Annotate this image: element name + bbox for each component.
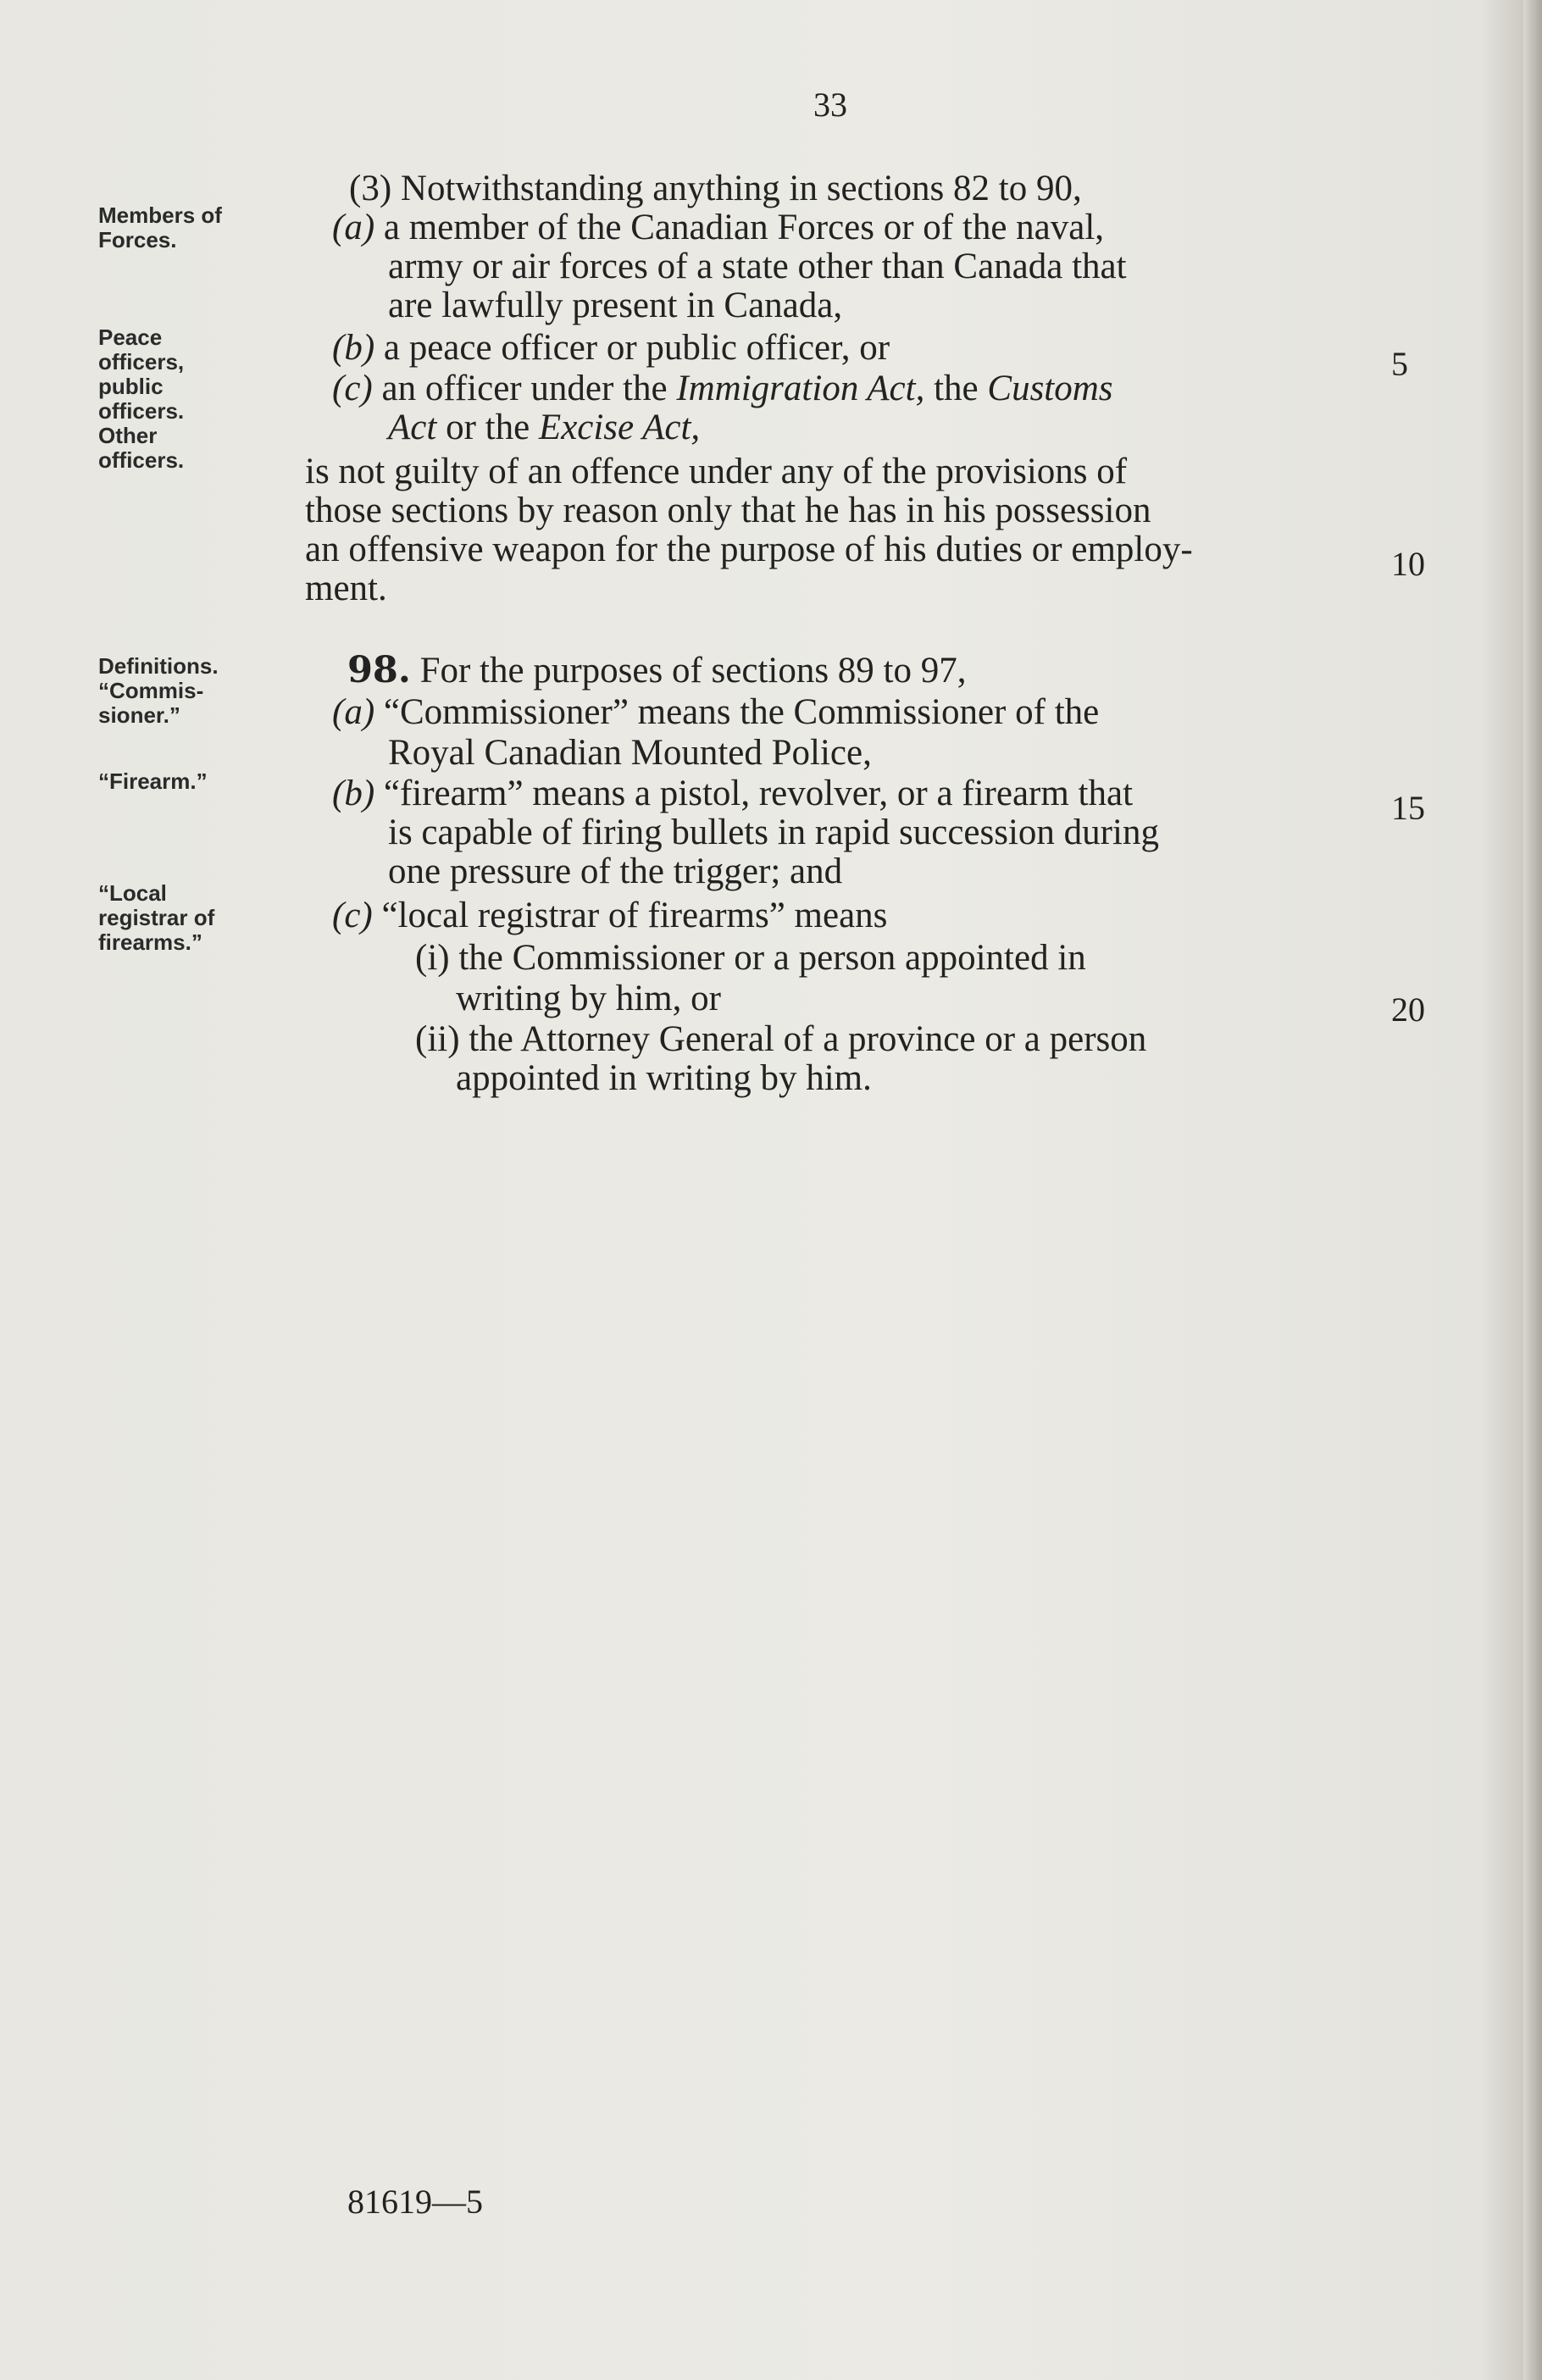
line-number-20: 20 [1391, 990, 1425, 1029]
subsection-3-c [332, 369, 1113, 408]
margin-note-line: sioner.” [98, 702, 180, 728]
text-line: “firearm” means a pistol, revolver, or a firearm that [383, 774, 1134, 813]
line-number-10: 10 [1391, 545, 1425, 583]
subsection-3-c-continued [388, 408, 700, 447]
margin-note-members-of-forces [98, 203, 222, 252]
act-name: Immigration Act, [676, 369, 925, 408]
section-98-b [332, 774, 1133, 813]
margin-note-line: officers, [98, 349, 185, 374]
margin-note-peace-officers [98, 325, 184, 473]
act-name: Excise Act, [538, 408, 701, 447]
text-line: is capable of firing bullets in rapid succession during [388, 813, 1159, 852]
item-label: (a) [332, 208, 375, 247]
margin-note-line: officers. [98, 447, 185, 473]
margin-note-line: public [98, 374, 164, 399]
margin-note-line: Other [98, 423, 158, 448]
subsection-3-intro: (3) Notwithstanding anything in sections 82 to 90, [349, 169, 1082, 208]
page-edge-shadow [1523, 0, 1542, 2380]
text-line: is not guilty of an offence under any of the provisions of [305, 452, 1128, 491]
section-98-c [332, 896, 887, 935]
page-number: 33 [813, 86, 847, 124]
act-name: Act [388, 408, 437, 447]
text-line: those sections by reason only that he has in his possession [305, 491, 1151, 530]
section-98-c-ii: (ii) the Attorney General of a province or a person [415, 1019, 1147, 1059]
margin-note-local-registrar [98, 881, 214, 955]
text-line: a peace officer or public officer, or [383, 328, 890, 368]
text-line: army or air forces of a state other than Canada that [388, 247, 1127, 286]
line-number-15: 15 [1391, 789, 1425, 827]
item-label: (b) [332, 328, 375, 368]
margin-note-firearm [98, 769, 208, 794]
text-line: Royal Canadian Mounted Police, [388, 733, 872, 773]
text-line: “local registrar of firearms” means [381, 896, 888, 935]
section-98-heading [347, 651, 967, 691]
section-number: 98. [347, 649, 411, 691]
margin-note-line: firearms.” [98, 929, 202, 955]
text-line: ment. [305, 569, 387, 608]
margin-note-line: Peace [98, 325, 163, 350]
margin-note-line: “Local [98, 880, 167, 906]
act-name: Customs [987, 369, 1113, 408]
margin-note-line: “Firearm.” [98, 768, 208, 794]
footer-code: 81619—5 [347, 2183, 483, 2221]
item-label: (b) [332, 774, 375, 813]
item-label: (c) [332, 896, 373, 935]
text-line: an offensive weapon for the purpose of his duties or employ- [305, 530, 1193, 569]
text-line: or the [436, 408, 539, 447]
text-line: an officer under the [381, 369, 677, 408]
margin-note-line: Definitions. [98, 653, 219, 679]
margin-note-definitions [98, 654, 219, 728]
margin-note-line: Members of [98, 202, 222, 228]
text-line: the [924, 369, 988, 408]
subsection-3-b [332, 329, 890, 368]
text-line: appointed in writing by him. [456, 1058, 872, 1098]
margin-note-line: Forces. [98, 227, 177, 252]
text-line: are lawfully present in Canada, [388, 286, 843, 325]
subsection-3-a [332, 208, 1104, 247]
item-label: (c) [332, 369, 373, 408]
section-98-c-i: (i) the Commissioner or a person appointed in [415, 938, 1086, 978]
text-line: a member of the Canadian Forces or of the naval, [383, 208, 1105, 247]
item-label: (a) [332, 692, 375, 732]
section-98-a [332, 693, 1099, 732]
text-line: For the purposes of sections 89 to 97, [419, 651, 967, 691]
text-line: “Commissioner” means the Commissioner of the [383, 692, 1100, 732]
margin-note-line: officers. [98, 398, 185, 424]
line-number-5: 5 [1391, 345, 1408, 383]
text-line: one pressure of the trigger; and [388, 852, 843, 891]
margin-note-line: registrar of [98, 905, 215, 930]
margin-note-line: “Commis- [98, 678, 204, 703]
text-line: writing by him, or [456, 979, 721, 1018]
